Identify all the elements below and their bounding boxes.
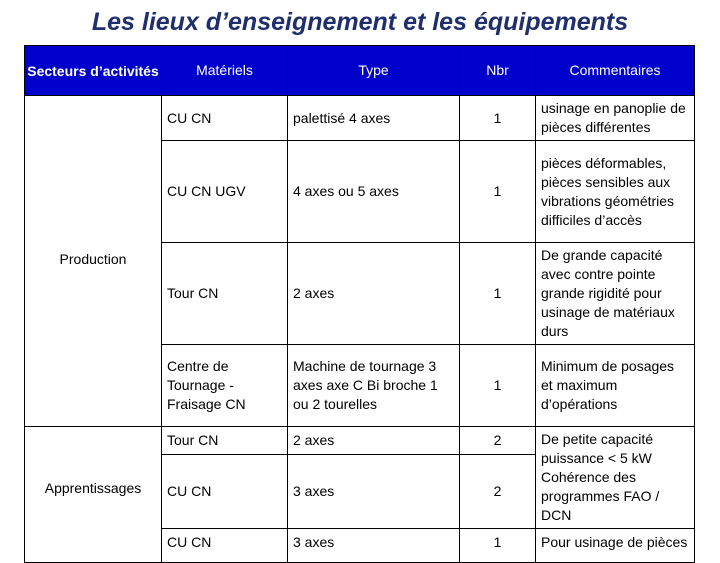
cell-materiel: CU CN [162,96,288,141]
cell-materiel: CU CN [162,529,288,563]
sector-production [25,96,162,427]
cell-comment: De grande capacité avec contre pointe grande rigidité pour usinage de matériaux durs [536,243,695,345]
header-nbr: Nbr [460,46,536,96]
cell-comment: pièces déformables, pièces sensibles aux vibrations géométries difficiles d’accès [536,141,695,243]
cell-materiel: Tour CN [162,427,288,455]
header-type: Type [288,46,460,96]
cell-nbr: 2 [460,427,536,455]
cell-comment: De petite capacité puissance < 5 kW Cohérence des programmes FAO / DCN [536,427,695,529]
cell-type: 2 axes [288,427,460,455]
cell-materiel: CU CN [162,455,288,529]
cell-nbr: 1 [460,529,536,563]
cell-materiel: Tour CN [162,243,288,345]
sector-apprentissages-label: Apprentissages [44,480,142,496]
cell-nbr: 2 [460,455,536,529]
cell-nbr: 1 [460,345,536,427]
cell-type: palettisé 4 axes [288,96,460,141]
cell-type: Machine de tournage 3 axes axe C Bi broche 1 ou 2 tourelles [288,345,460,427]
cell-comment: usinage en panoplie de pièces différentes [536,96,695,141]
table-row [25,96,695,141]
cell-type: 4 axes ou 5 axes [288,141,460,243]
cell-comment: Minimum de posages et maximum d’opérations [536,345,695,427]
sector-production-label: Production [59,250,127,267]
cell-comment: Pour usinage de pièces [536,529,695,563]
header-comment: Commentaires [536,46,695,96]
cell-nbr: 1 [460,141,536,243]
page-title: Les lieux d’enseignement et les équipements [91,8,629,36]
cell-materiel: Centre de Tournage - Fraisage CN [162,345,288,427]
header-materiel: Matériels [162,46,288,96]
sector-apprentissages [25,427,162,563]
cell-nbr: 1 [460,243,536,345]
table-header-row [25,46,695,96]
cell-materiel: CU CN UGV [162,141,288,243]
equipment-table [24,45,695,563]
table-row [25,427,695,455]
cell-type: 3 axes [288,455,460,529]
cell-type: 3 axes [288,529,460,563]
cell-nbr: 1 [460,96,536,141]
cell-type: 2 axes [288,243,460,345]
header-sector: Secteurs d’activités [25,46,162,96]
